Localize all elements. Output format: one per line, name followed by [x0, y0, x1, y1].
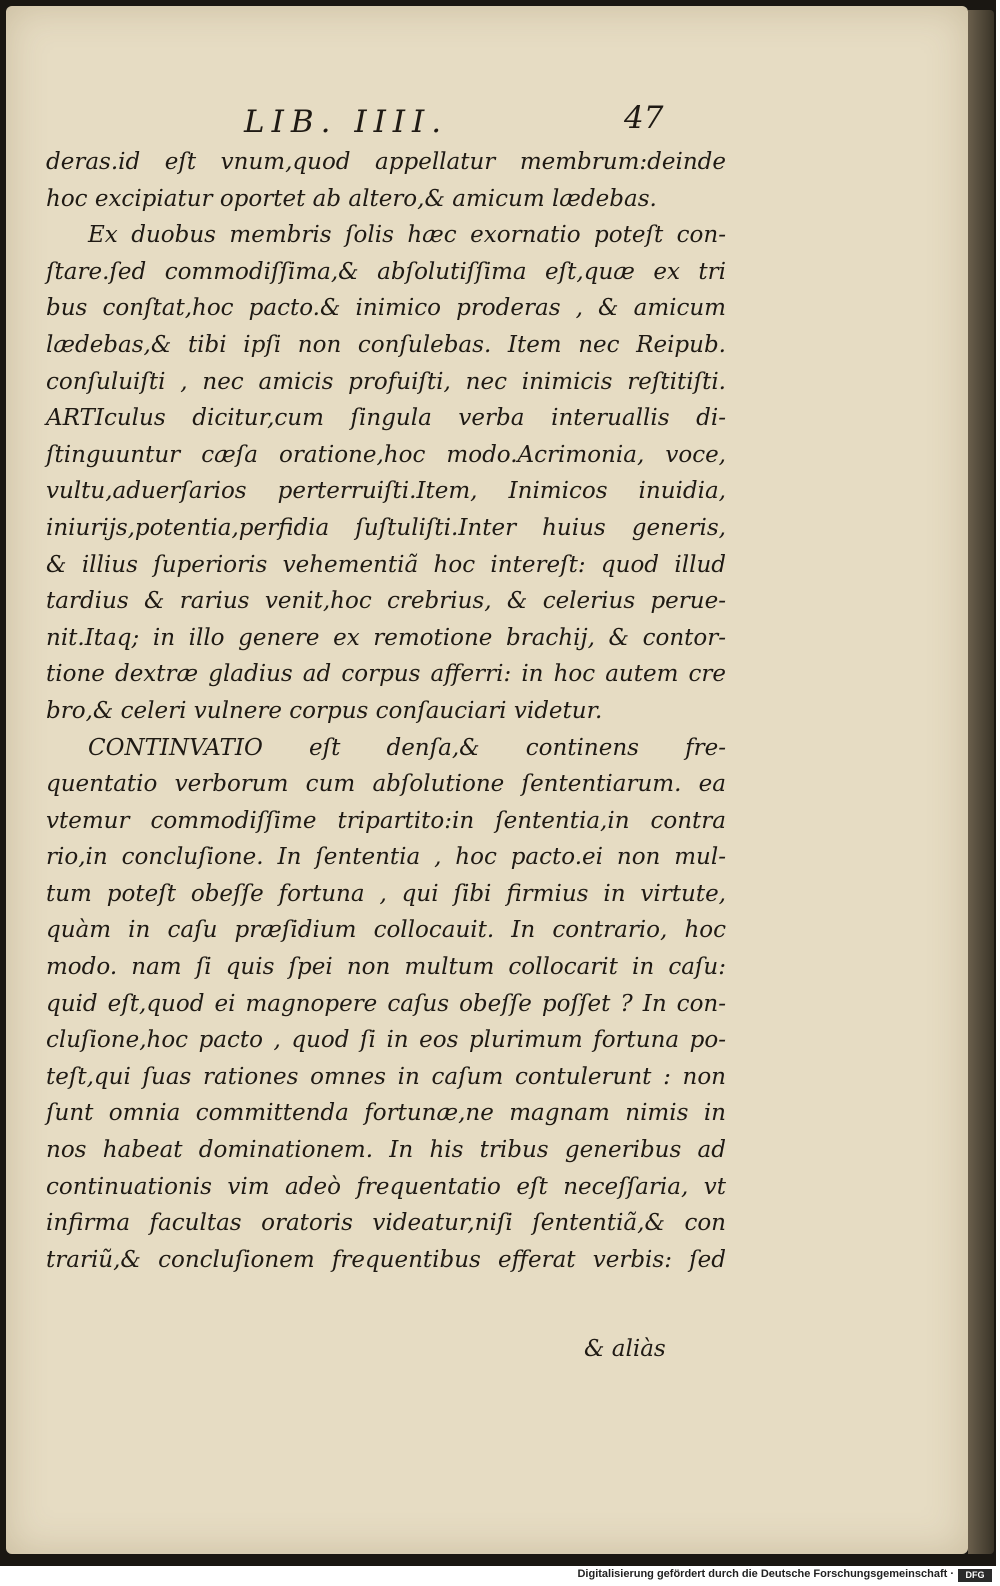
text-line: CONTINVATIO eſt denſa,& continens fre-	[88, 734, 726, 761]
text-line: trariũ,& concluſionem frequentibus efferat verbis: ſed	[46, 1246, 726, 1273]
text-line: nit.Itaq; in illo genere ex remotione brachij, & contor-	[46, 624, 726, 651]
text-line: tardius & rarius venit,hoc crebrius, & celerius perue-	[46, 588, 726, 615]
text-line: modo. nam ſi quis ſpei non multum collocarit in caſu:	[46, 954, 726, 981]
text-line: quàm in caſu præſidium collocauit. In contrario, hoc	[46, 917, 726, 944]
text-line: deras.id eſt vnum,quod appellatur membrum:deinde	[46, 149, 726, 175]
running-head-title: LIB. IIII.	[244, 104, 449, 140]
dfg-logo-icon: DFG	[958, 1569, 992, 1582]
text-line: nos habeat dominationem. In his tribus generibus ad	[46, 1137, 726, 1164]
text-line: ſtare.ſed commodiſſima,& abſolutiſſima eſt,quæ ex tri	[46, 258, 726, 285]
text-line: lædebas,& tibi ipſi non conſulebas. Item nec Reipub.	[46, 331, 726, 358]
page-number: 47	[624, 100, 664, 136]
page-edge-shadow	[968, 10, 994, 1554]
text-line: infirma facultas oratoris videatur,niſi ſententiã,& con	[46, 1210, 726, 1237]
catchword: & aliàs	[584, 1336, 666, 1362]
text-line: ARTIculus dicitur,cum ſingula verba interuallis di-	[46, 405, 726, 432]
text-line: tione dextræ gladius ad corpus afferri: in hoc autem cre	[46, 661, 726, 688]
text-line: vultu,aduerſarios perterruiſti.Item, Inimicos inuidia,	[46, 478, 726, 505]
text-line: hoc excipiatur oportet ab altero,& amicum lædebas.	[46, 185, 657, 212]
book-page	[6, 6, 968, 1554]
text-line: Ex duobus membris ſolis hæc exornatio poteſt con-	[88, 222, 726, 249]
text-line: bus conſtat,hoc pacto.& inimico proderas , & amicum	[46, 295, 726, 322]
body-text	[46, 144, 726, 1278]
text-line: quid eſt,quod ei magnopere caſus obeſſe poſſet ? In con-	[46, 990, 726, 1017]
text-line: cluſione,hoc pacto , quod ſi in eos plurimum fortuna po-	[46, 1027, 726, 1054]
text-line: conſuluiſti , nec amicis profuiſti, nec inimicis reſtitiſti.	[46, 368, 726, 395]
text-line: continuationis vim adeò frequentatio eſt neceſſaria, vt	[46, 1173, 726, 1200]
text-line: ſtinguuntur cæſa oratione,hoc modo.Acrimonia, voce,	[46, 441, 726, 468]
text-line: vtemur commodiſſime tripartito:in ſententia,in contra	[46, 807, 726, 834]
text-line: teſt,qui ſuas rationes omnes in caſum contulerunt : non	[46, 1063, 726, 1090]
text-line: rio,in concluſione. In ſententia , hoc pacto.ei non mul-	[46, 844, 726, 871]
funding-credit: Digitalisierung gefördert durch die Deutsche Forschungsgemeinschaft ·	[577, 1568, 954, 1580]
text-line: ſunt omnia committenda fortunæ,ne magnam nimis in	[46, 1100, 726, 1127]
footer-bar	[0, 1566, 1000, 1586]
text-line: tum poteſt obeſſe fortuna , qui ſibi firmius in virtute,	[46, 880, 726, 907]
text-line: quentatio verborum cum abſolutione ſententiarum. ea	[46, 771, 726, 798]
text-line: bro,& celeri vulnere corpus conſauciari videtur.	[46, 697, 603, 724]
text-line: & illius ſuperioris vehementiã hoc intereſt: quod illud	[46, 551, 726, 578]
running-head	[244, 98, 664, 148]
text-line: iniurijs,potentia,perfidia ſuſtuliſti.Inter huius generis,	[46, 514, 726, 541]
